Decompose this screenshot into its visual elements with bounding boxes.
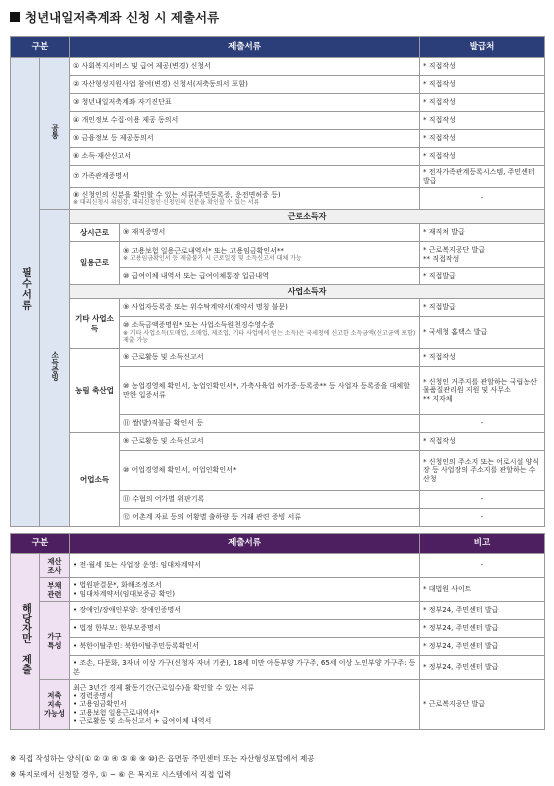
table-row bbox=[11, 680, 545, 730]
footnote: ※ 복지로에서 신청할 경우, ① ~ ⑥ 은 복지로 시스템에서 직접 입력 bbox=[10, 770, 232, 779]
farming-issuer: * 직접작성 bbox=[420, 349, 545, 367]
wage-issuer: * 직접발급 bbox=[420, 268, 545, 285]
common-doc: ① 사회복지서비스 및 급여 제공(변경) 신청서 bbox=[70, 58, 420, 76]
common-doc: ⑦ 가족관계증명서 bbox=[70, 166, 420, 188]
fishery-doc: ⑫ 어촌계 자료 등의 어황별 출하량 등 거래 관련 증빙 서류 bbox=[120, 509, 420, 527]
table-row bbox=[11, 94, 545, 112]
optional-remark: * 정부24, 주민센터 발급 bbox=[420, 620, 545, 638]
common-doc: ② 자산형성지원사업 참여(변경) 신청서(저축동의서 포함) bbox=[70, 76, 420, 94]
fishery-issuer: - bbox=[420, 491, 545, 509]
common-issuer: * 직접작성 bbox=[420, 148, 545, 166]
table-header-row bbox=[11, 534, 545, 554]
optional-doc: • 조손, 다문화, 3자녀 이상 가구(신청자 자녀 기준), 18세 미만 아동부양 가구주, 65세 이상 노인부양 가구주: 등본 bbox=[70, 656, 420, 680]
table-row bbox=[11, 349, 545, 367]
income-proof-label: 소득증빙 bbox=[40, 210, 70, 527]
farming-issuer: * 신청인 거주지를 관할하는 국립농산물품질관리원 지원 및 사무소 ** 지자체 bbox=[420, 367, 545, 415]
fishery-doc: ⑪ 수협의 어가별 위판기록 bbox=[120, 491, 420, 509]
property-label: 재산 조사 bbox=[40, 554, 70, 578]
optional-documents-table bbox=[10, 533, 545, 730]
common-doc: ③ 청년내일저축계좌 자기진단표 bbox=[70, 94, 420, 112]
header-category: 구분 bbox=[11, 534, 70, 554]
page-title-text: 청년내일저축계좌 신청 시 제출서류 bbox=[25, 10, 220, 25]
optional-remark: * 정부24, 주민센터 발급 bbox=[420, 602, 545, 620]
common-issuer: * 직접작성 bbox=[420, 58, 545, 76]
table-row bbox=[11, 148, 545, 166]
business-issuer: * 직접발급 bbox=[420, 299, 545, 317]
header-documents: 제출서류 bbox=[70, 534, 420, 554]
table-row bbox=[11, 638, 545, 656]
table-row bbox=[11, 554, 545, 578]
optional-remark: * 근로복지공단 발급 bbox=[420, 680, 545, 730]
square-bullet-icon bbox=[10, 12, 20, 22]
savings-continuity-label: 저축 지속 가능성 bbox=[40, 680, 70, 730]
business-income-header: 사업소득자 bbox=[70, 285, 545, 299]
debt-label: 부채 관련 bbox=[40, 578, 70, 602]
farming-label: 농림 축산업 bbox=[70, 349, 120, 433]
table-row bbox=[11, 656, 545, 680]
optional-category-label: 해당자만 제출 bbox=[11, 554, 40, 730]
table-row bbox=[11, 112, 545, 130]
fishery-doc: ⑩ 어업경영체 확인서, 어업인확인서* bbox=[120, 451, 420, 491]
table-row bbox=[11, 620, 545, 638]
common-label: 공통 bbox=[40, 58, 70, 210]
farming-doc: ⑩ 농업경영체 확인서, 농업인확인서*, 가축사육업 허가증·등록증** 등 사업자 등록증을 대체할만한 입증서류 bbox=[120, 367, 420, 415]
earned-income-header: 근로소득자 bbox=[70, 210, 545, 224]
table-row bbox=[11, 166, 545, 188]
table-row bbox=[11, 578, 545, 602]
header-documents: 제출서류 bbox=[70, 37, 420, 58]
table-row bbox=[11, 242, 545, 268]
header-category: 구분 bbox=[11, 37, 70, 58]
optional-doc: 최근 3년간 경제 활동기간(근로일수)을 확인할 수 있는 서류 • 경력증명서 • 고용임금확인서 • 고용보험 일용근로내역서* • 근로활동 및 소득신고서 + 급여이체 내역서 bbox=[70, 680, 420, 730]
regular-work-issuer: * 재직처 발급 bbox=[420, 224, 545, 242]
optional-doc: • 법정 한부모: 한부모증명서 bbox=[70, 620, 420, 638]
required-category-label: 필수서류 bbox=[11, 58, 40, 527]
regular-work-label: 상시근로 bbox=[70, 224, 120, 242]
farming-doc: ⑨ 근로활동 및 소득신고서 bbox=[120, 349, 420, 367]
optional-doc: • 전·월세 또는 사업장 운영: 임대차계약서 bbox=[70, 554, 420, 578]
common-doc: ⑤ 금융정보 등 제공동의서 bbox=[70, 130, 420, 148]
common-doc: ⑧ 신청인의 신분을 확인할 수 있는 서류(주민등록증, 운전면허증 등) ※ 대리신청시 위임장, 대리신청인·신청인의 신분을 확인할 수 있는 서류 bbox=[70, 188, 420, 210]
household-label: 가구 특성 bbox=[40, 602, 70, 680]
optional-doc: • 북한이탈주민: 북한이탈주민등록확인서 bbox=[70, 638, 420, 656]
common-issuer: - bbox=[420, 188, 545, 210]
other-business-label: 기타 사업소득 bbox=[70, 299, 120, 349]
header-issuer: 발급처 bbox=[420, 37, 545, 58]
required-documents-table bbox=[10, 36, 545, 527]
table-row bbox=[11, 76, 545, 94]
farming-doc: ⑪ 쌀(밭)직불금 확인서 등 bbox=[120, 415, 420, 433]
wage-doc: ⑩ 급여이체 내역서 또는 급여이체통장 입금내역 bbox=[120, 268, 420, 285]
farming-issuer: - bbox=[420, 415, 545, 433]
table-row bbox=[11, 210, 545, 224]
common-doc-note: ※ 대리신청시 위임장, 대리신청인·신청인의 신분을 확인할 수 있는 서류 bbox=[73, 199, 260, 207]
daily-work-issuer: * 근로복지공단 발급 ** 직접작성 bbox=[420, 242, 545, 268]
table-row bbox=[11, 188, 545, 210]
footnote: ※ 직접 작성하는 양식(① ② ③ ④ ⑤ ⑥ ⑨ ⑩)은 읍면동 주민센터 또는 자산형성포털에서 제공 bbox=[10, 754, 315, 763]
optional-remark: * 정부24, 주민센터 발급 bbox=[420, 656, 545, 680]
fishery-issuer: - bbox=[420, 509, 545, 527]
header-remark: 비고 bbox=[420, 534, 545, 554]
daily-work-label: 일용근로 bbox=[70, 242, 120, 285]
business-issuer: * 국세청 홈택스 발급 bbox=[420, 317, 545, 349]
optional-doc: • 법원판결문*, 화해조정조서 • 임대차계약서(임대보증금 확인) bbox=[70, 578, 420, 602]
business-doc: ⑩ 소득금액증명원* 또는 사업소득원천징수영수증 ※ 기타 사업소득(도매업, 소매업, 제조업, 기타 사업에서 얻는 소득)은 국세청에 신고한 소득금액(신고금액 포함) 제출 가능 bbox=[120, 317, 420, 349]
business-doc-note: ※ 기타 사업소득(도매업, 소매업, 제조업, 기타 사업에서 얻는 소득)은 국세청에 신고한 소득금액(신고금액 포함) 제출 가능 bbox=[123, 329, 416, 344]
optional-remark: * 정부24, 주민센터 발급 bbox=[420, 638, 545, 656]
table-row bbox=[11, 602, 545, 620]
table-row bbox=[11, 433, 545, 451]
optional-remark: * 대법원 사이트 bbox=[420, 578, 545, 602]
business-doc: ⑨ 사업자등록증 또는 위수탁계약서(계약서 명칭 불문) bbox=[120, 299, 420, 317]
fishery-issuer: * 신청인의 주소지 또는 어로시설 양식장 등 사업장의 주소지를 관할하는 수산청 bbox=[420, 451, 545, 491]
fishery-label: 어업소득 bbox=[70, 433, 120, 527]
daily-work-note: ※ 고용임금확인서 등 제출불가 시 근로일정 및 소득신고서 대체 가능 bbox=[123, 255, 302, 263]
fishery-doc: ⑨ 근로활동 및 소득신고서 bbox=[120, 433, 420, 451]
common-issuer: * 직접작성 bbox=[420, 130, 545, 148]
optional-doc: • 장애인/장애인부양: 장애인증명서 bbox=[70, 602, 420, 620]
table-row bbox=[11, 130, 545, 148]
common-issuer: * 직접작성 bbox=[420, 76, 545, 94]
optional-remark: - bbox=[420, 554, 545, 578]
regular-work-doc: ⑨ 재직증명서 bbox=[120, 224, 420, 242]
common-doc: ④ 개인정보 수집·이용 제공 동의서 bbox=[70, 112, 420, 130]
table-row bbox=[11, 299, 545, 317]
table-header-row bbox=[11, 37, 545, 58]
page-title bbox=[10, 8, 219, 26]
common-issuer: * 직접작성 bbox=[420, 112, 545, 130]
table-row bbox=[11, 224, 545, 242]
common-doc: ⑥ 소득·재산신고서 bbox=[70, 148, 420, 166]
table-row bbox=[11, 58, 545, 76]
common-issuer: * 전자가족관계등록시스템, 주민센터 발급 bbox=[420, 166, 545, 188]
daily-work-doc: ⑨ 고용보험 일용근로내역서* 또는 고용임금확인서** ※ 고용임금확인서 등 제출불가 시 근로일정 및 소득신고서 대체 가능 bbox=[120, 242, 420, 268]
table-row bbox=[11, 285, 545, 299]
common-issuer: * 직접작성 bbox=[420, 94, 545, 112]
fishery-issuer: * 직접작성 bbox=[420, 433, 545, 451]
